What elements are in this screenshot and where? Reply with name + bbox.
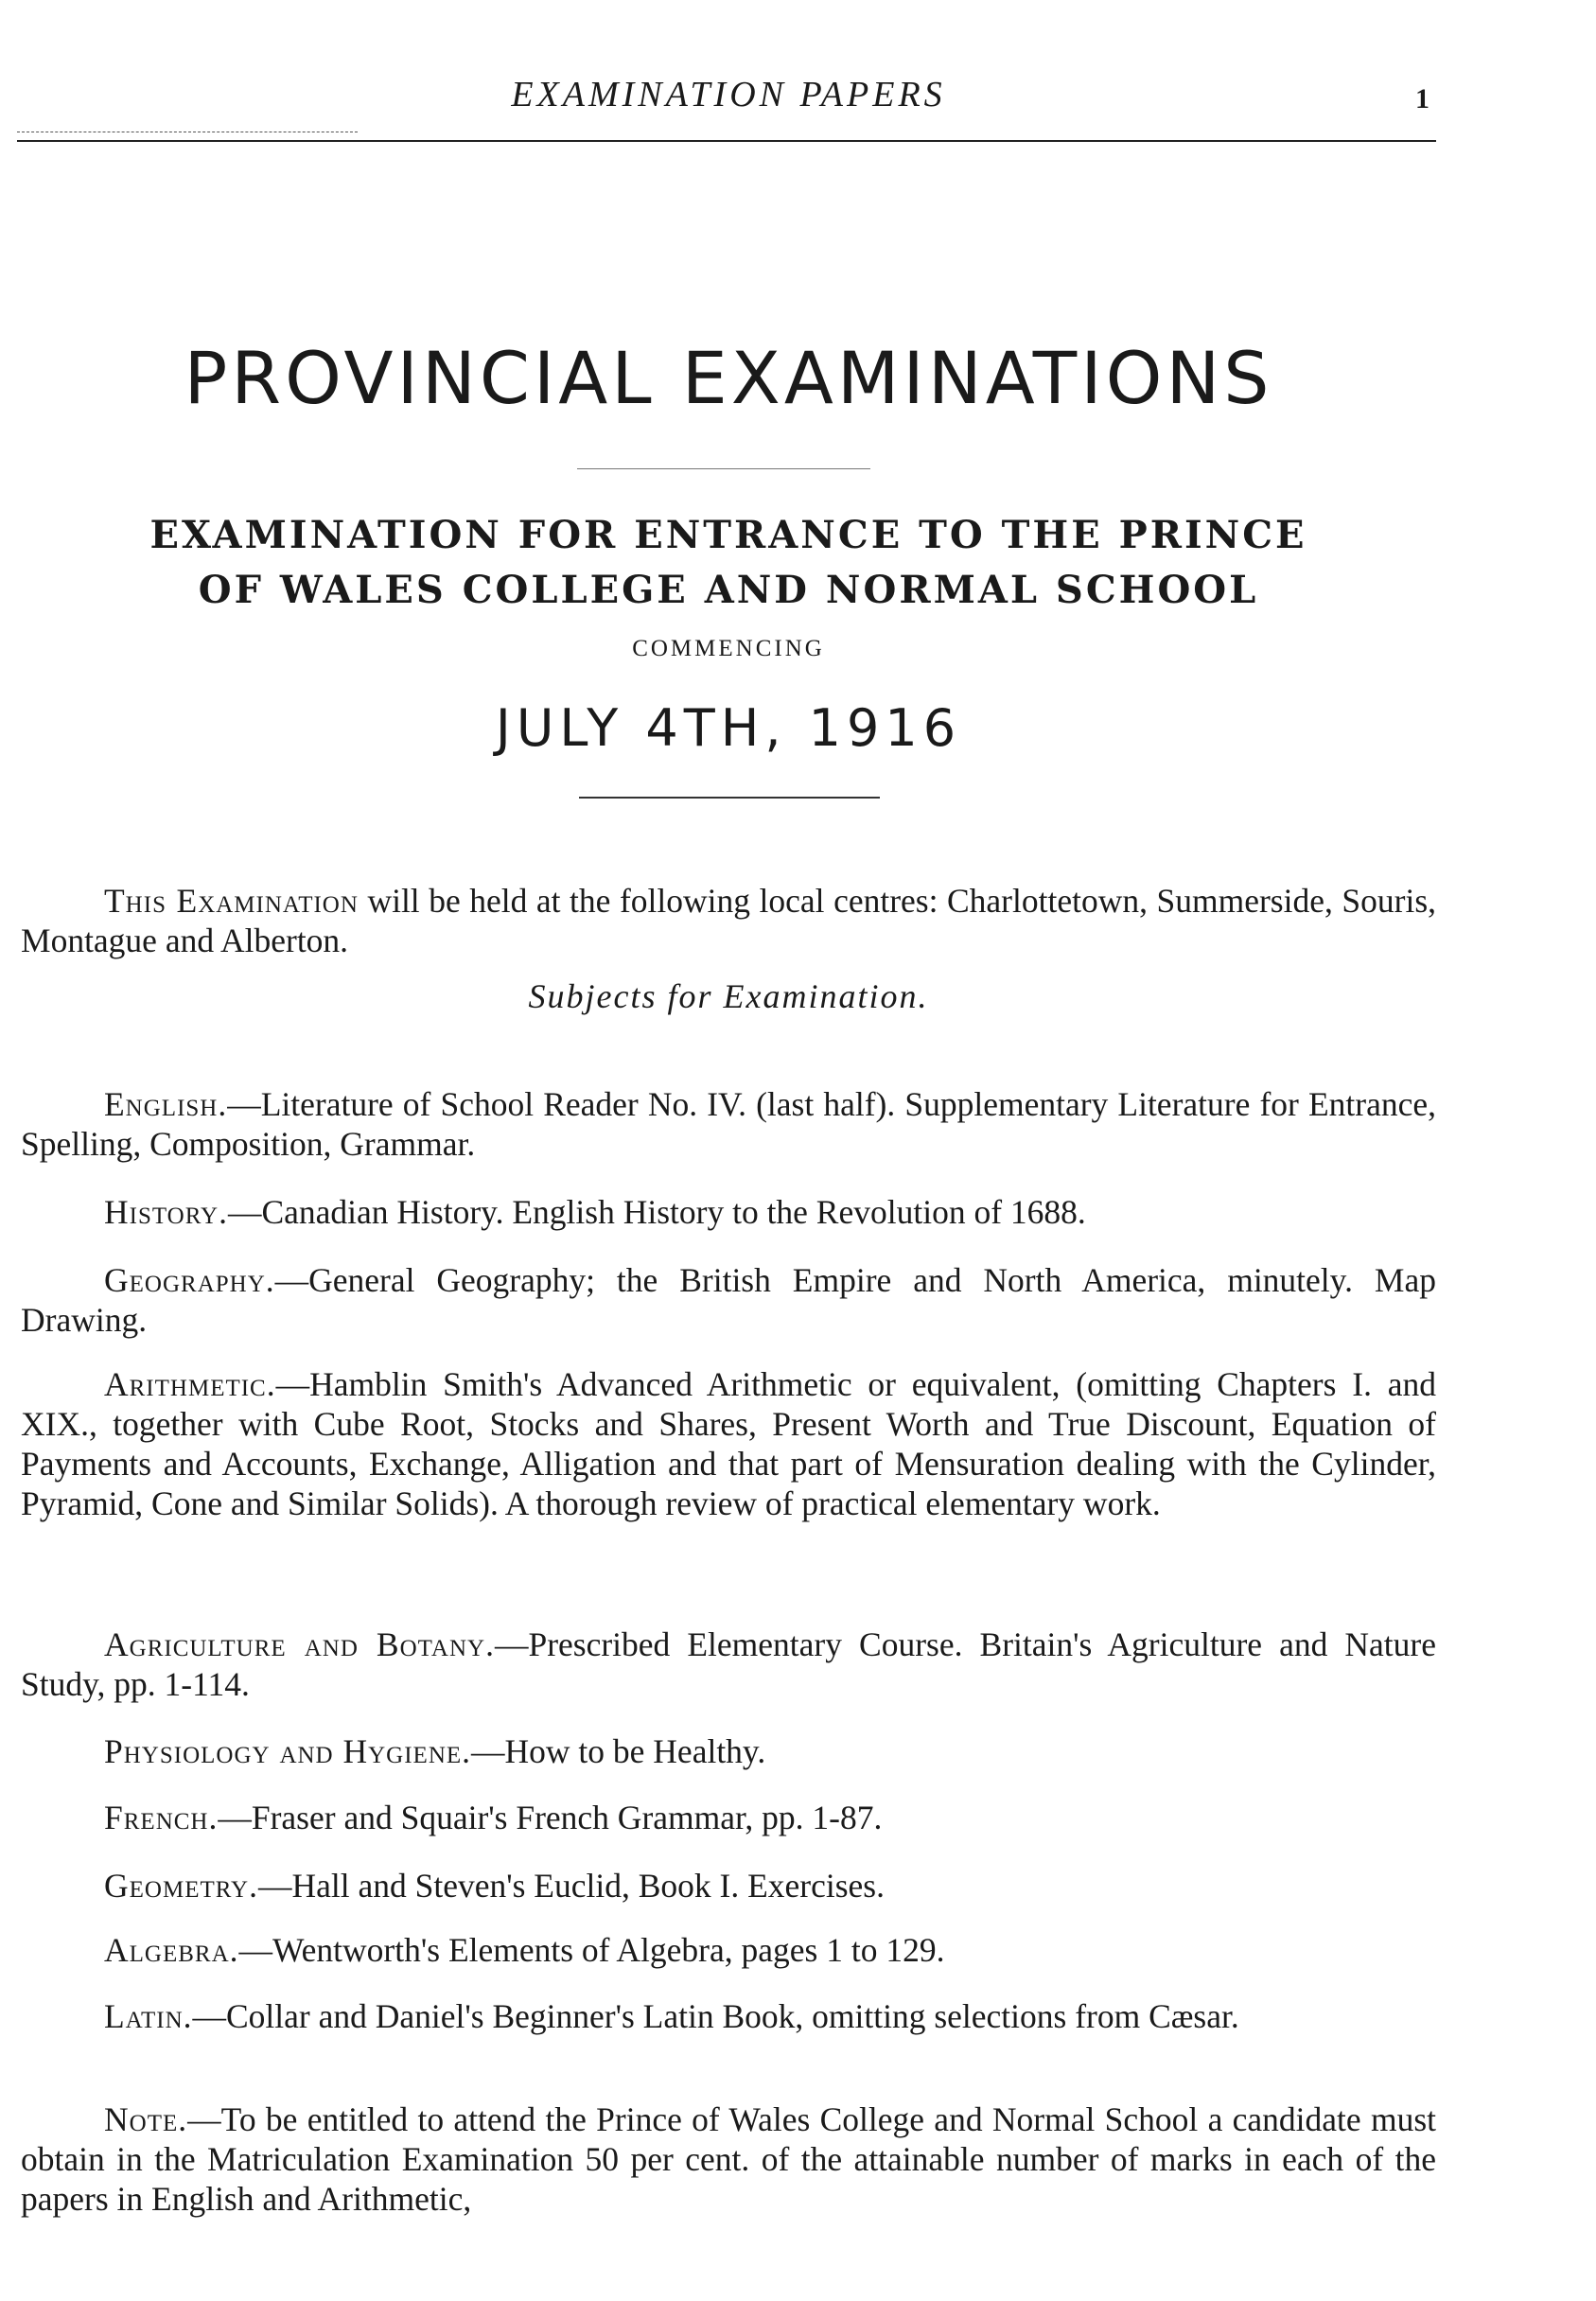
note-text: —To be entitled to attend the Prince of Wales College and Normal School a candidate must obtain in the Matriculation Examination 50 per cent. of the attainable number of marks in each of the papers in English and Arithmetic, [21,2099,1436,2218]
page-number: 1 [1415,83,1429,114]
subject-name: French. [104,1798,219,1836]
note-paragraph [21,2099,1436,2219]
subject-algebra [21,1930,1436,1970]
subject-name: Geometry. [104,1866,258,1905]
subject-name: Latin. [104,1996,193,2035]
subject-physiology-hygiene [21,1731,1436,1771]
date-divider [579,797,880,799]
subject-geometry [21,1866,1436,1906]
subject-french [21,1798,1436,1837]
subject-geography [21,1260,1436,1340]
subtitle-line-2: OF WALES COLLEGE AND NORMAL SCHOOL [198,568,1259,612]
subject-text: —Literature of School Reader No. IV. (last half). Supplementary Literature for Entrance, Spelling, Composition, Grammar. [21,1084,1436,1163]
intro-paragraph [21,881,1436,960]
subtitle-line-1: EXAMINATION FOR ENTRANCE TO THE PRINCE [149,513,1307,557]
subject-latin [21,1996,1436,2036]
subject-text: —How to be Healthy. [471,1731,766,1770]
subject-text: —Hall and Steven's Euclid, Book I. Exercises. [257,1866,885,1905]
commencing-label: COMMENCING [632,636,825,661]
subject-text: —Collar and Daniel's Beginner's Latin Book, omitting selections from Cæsar. [192,1996,1239,2035]
subject-history [21,1192,1436,1232]
intro-text: will be held at the following local centres: Charlottetown, Summerside, Souris, Montague and Alberton. [21,881,1437,959]
running-title: EXAMINATION PAPERS [511,75,946,114]
page-title: PROVINCIAL EXAMINATIONS [184,336,1273,420]
subject-text: —General Geography; the British Empire and North America, minutely. Map Drawing. [21,1260,1436,1339]
subject-english [21,1084,1436,1164]
subject-text: —Hamblin Smith's Advanced Arithmetic or equivalent, (omitting Chapters I. and XIX., together with Cube Root, Stocks and Shares, Present Worth and True Discount, Equation of Payments and Accounts, Exchange, Alligation and that part of Mensuration dealing with the Cylinder, Pyramid, Cone and Similar Solids). A thorough review of practical elementary work. [21,1364,1436,1522]
subject-text: —Prescribed Elementary Course. Britain's Agriculture and Nature Study, pp. 1-114. [21,1625,1436,1703]
note-lead: Note. [104,2099,188,2138]
subject-name: Algebra. [104,1930,239,1969]
subject-name: History. [104,1192,228,1231]
exam-date: JULY 4TH, 1916 [495,698,962,758]
subject-text: —Canadian History. English History to the Revolution of 1688. [227,1192,1086,1231]
subject-name: English. [104,1084,228,1123]
title-divider [577,468,870,469]
intro-lead: This Examination [104,881,359,920]
subject-name: Geography. [104,1260,275,1299]
subjects-heading: Subjects for Examination. [528,977,929,1015]
subject-agriculture-botany [21,1625,1436,1704]
subject-name: Arithmetic. [104,1364,276,1403]
subject-text: —Fraser and Squair's French Grammar, pp. 1-87. [218,1798,883,1836]
subject-name: Physiology and Hygiene. [104,1731,472,1770]
subject-text: —Wentworth's Elements of Algebra, pages 1 to 129. [238,1930,945,1969]
subject-name: Agriculture and Botany. [104,1625,495,1663]
subject-arithmetic [21,1364,1436,1523]
running-header [0,74,1596,131]
header-rule [17,140,1436,142]
